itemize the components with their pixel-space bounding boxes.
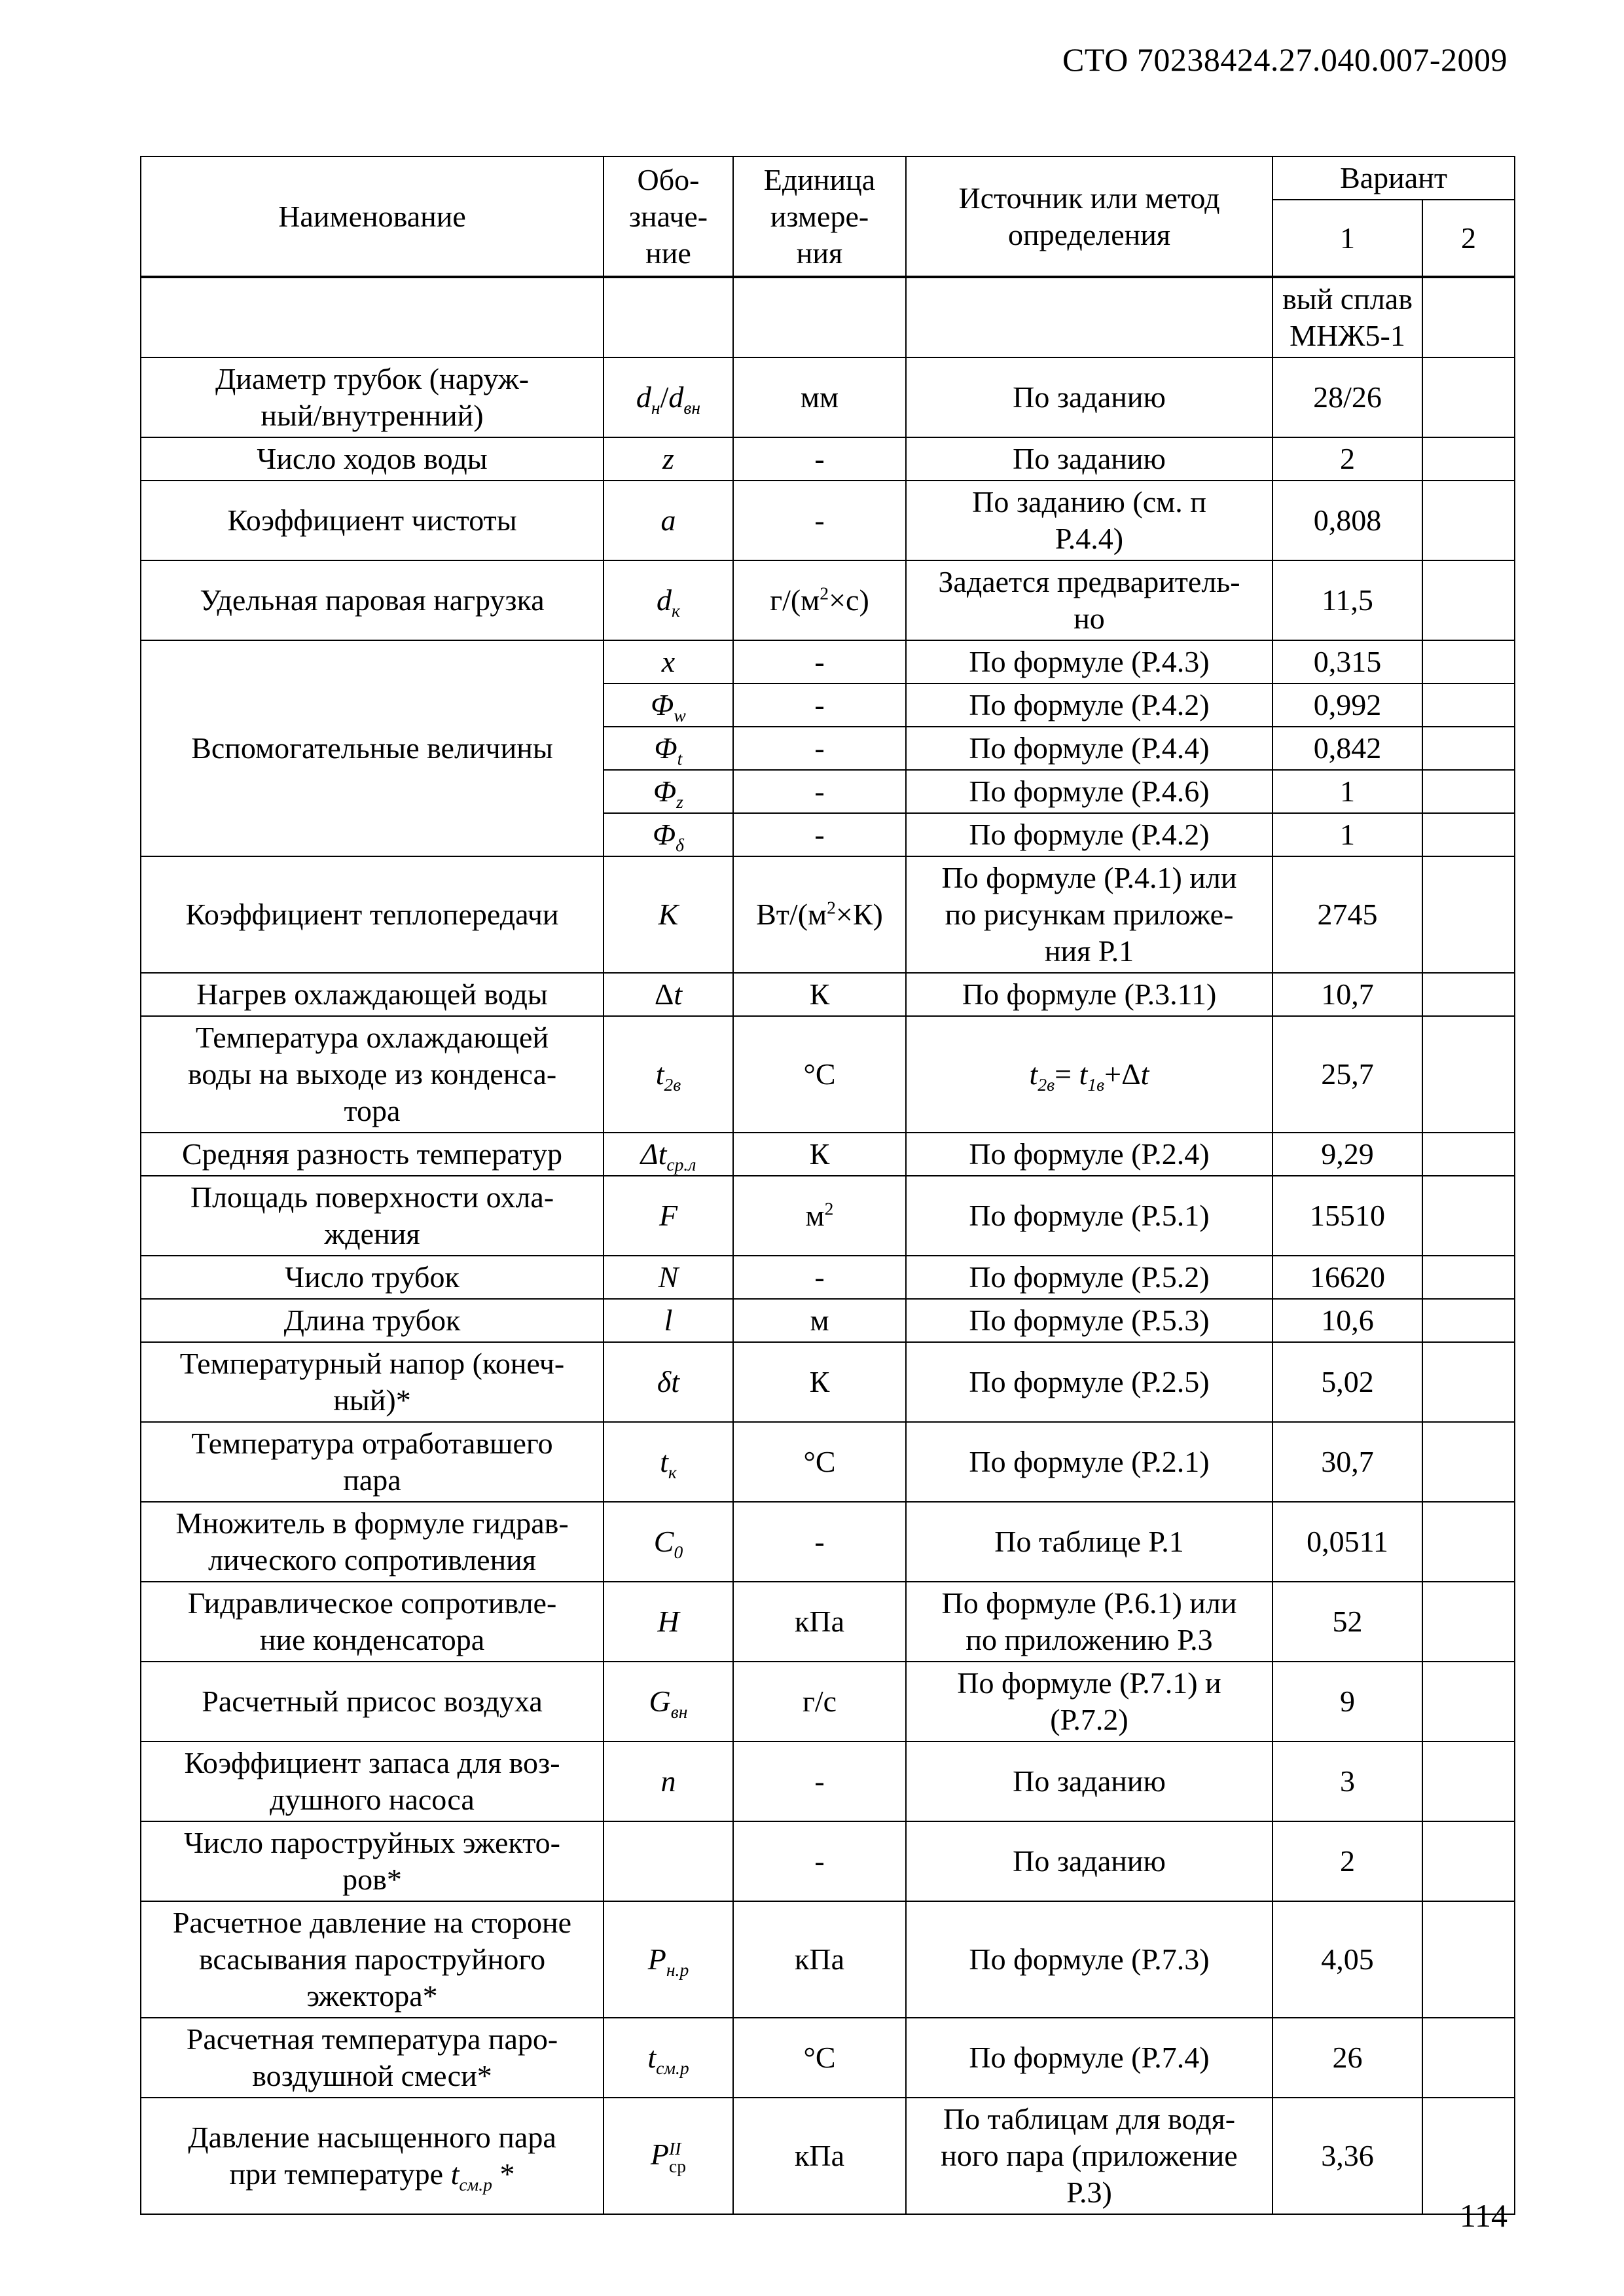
row-source: По формуле (Р.7.1) и (Р.7.2): [906, 1662, 1272, 1741]
row-value-2: [1422, 437, 1515, 481]
row-source: По формуле (Р.4.1) или по рисункам приложе- ния Р.1: [906, 856, 1272, 973]
row-unit: мм: [733, 357, 906, 437]
row-symbol: $\Phi_z$: [604, 770, 733, 813]
row-value-2: [1422, 1176, 1515, 1256]
row-symbol: F: [604, 1176, 733, 1256]
row-name: Температура охлаждающей воды на выходе из конденса- тора: [141, 1016, 604, 1133]
row-source: По формуле (Р.2.4): [906, 1133, 1272, 1176]
table-row: [141, 973, 1515, 1016]
row-value-1: 11,5: [1272, 560, 1422, 640]
row-name: Давление насыщенного пара при температуре $t_{см.р}$ *: [141, 2098, 604, 2214]
row-unit: -: [733, 727, 906, 770]
row-unit: К: [733, 1133, 906, 1176]
row-name: Число ходов воды: [141, 437, 604, 481]
row-value-1: 0,842: [1272, 727, 1422, 770]
table-row: [141, 856, 1515, 973]
row-source: Задается предваритель- но: [906, 560, 1272, 640]
row-source: По формуле (Р.4.4): [906, 727, 1272, 770]
row-name: Температура отработавшего пара: [141, 1422, 604, 1502]
row-value-2: [1422, 1502, 1515, 1582]
row-symbol: H: [604, 1582, 733, 1662]
row-value-1: 1: [1272, 770, 1422, 813]
row-source: По формуле (Р.6.1) или по приложению Р.3: [906, 1582, 1272, 1662]
row-value-2: [1422, 1133, 1515, 1176]
row-unit: -: [733, 1821, 906, 1901]
row-value-2: [1422, 770, 1515, 813]
row-value-1: 3,36: [1272, 2098, 1422, 2214]
row-value-1: 0,808: [1272, 481, 1422, 560]
row-value-1: 2745: [1272, 856, 1422, 973]
row-symbol: $\Delta t_{ср.л}$: [604, 1133, 733, 1176]
row-value-2: [1422, 1342, 1515, 1422]
table-row: [141, 1299, 1515, 1342]
table-row: [141, 1741, 1515, 1821]
row-symbol: δt: [604, 1342, 733, 1422]
row-source: По формуле (Р.4.3): [906, 640, 1272, 683]
row-value-2: [1422, 856, 1515, 973]
row-source: По формуле (Р.4.6): [906, 770, 1272, 813]
row-source: По формуле (Р.5.1): [906, 1176, 1272, 1256]
row-symbol: $G_{вн}$: [604, 1662, 733, 1741]
table-row: [141, 1821, 1515, 1901]
header-variant: Вариант: [1272, 156, 1515, 200]
row-value-1: 16620: [1272, 1256, 1422, 1299]
row-unit: -: [733, 813, 906, 856]
row-unit: К: [733, 1342, 906, 1422]
row-source: По формуле (Р.7.4): [906, 2018, 1272, 2098]
parameters-table: [140, 156, 1515, 2215]
row-value-2: [1422, 813, 1515, 856]
row-unit: -: [733, 437, 906, 481]
row-source: По формуле (Р.4.2): [906, 683, 1272, 727]
row-unit: -: [733, 1741, 906, 1821]
row-unit: К: [733, 973, 906, 1016]
row-unit: $Вт/(м^2\times К)$: [733, 856, 906, 973]
row-symbol: Δt: [604, 973, 733, 1016]
row-value-1: 5,02: [1272, 1342, 1422, 1422]
row-name: Площадь поверхности охла- ждения: [141, 1176, 604, 1256]
row-source: По заданию: [906, 357, 1272, 437]
row-symbol: $t_{см.р}$: [604, 2018, 733, 2098]
table-row: [141, 1342, 1515, 1422]
table-row: [141, 1422, 1515, 1502]
row-name: Длина трубок: [141, 1299, 604, 1342]
row-symbol: $d_н/d_{вн}$: [604, 357, 733, 437]
row-symbol: a: [604, 481, 733, 560]
header-variant-2: 2: [1422, 200, 1515, 277]
row-value-2: [1422, 683, 1515, 727]
row-value-1: 1: [1272, 813, 1422, 856]
row-unit: -: [733, 1502, 906, 1582]
row-value-1: 2: [1272, 1821, 1422, 1901]
row-value-2: [1422, 640, 1515, 683]
row-source: По заданию: [906, 1821, 1272, 1901]
row-symbol: $d_к$: [604, 560, 733, 640]
row-source: По заданию: [906, 1741, 1272, 1821]
row-name: Вспомогательные величины: [141, 640, 604, 856]
row-source: По формуле (Р.3.11): [906, 973, 1272, 1016]
row-symbol: $\Phi_\delta$: [604, 813, 733, 856]
row-source: По формуле (Р.7.3): [906, 1901, 1272, 2018]
table-row: [141, 1133, 1515, 1176]
row-unit: г/с: [733, 1662, 906, 1741]
row-unit: кПа: [733, 1901, 906, 2018]
table-row: [141, 357, 1515, 437]
row-value-2: [1422, 1256, 1515, 1299]
row-source: По формуле (Р.2.1): [906, 1422, 1272, 1502]
row-name: Число пароструйных эжекто- ров*: [141, 1821, 604, 1901]
row-symbol: K: [604, 856, 733, 973]
table-row: [141, 1502, 1515, 1582]
row-value-1: 28/26: [1272, 357, 1422, 437]
table-row: [141, 2098, 1515, 2214]
row-name: Расчетное давление на стороне всасывания пароструйного эжектора*: [141, 1901, 604, 2018]
row-value-2: [1422, 2018, 1515, 2098]
row-symbol: z: [604, 437, 733, 481]
row-name: Диаметр трубок (наруж- ный/внутренний): [141, 357, 604, 437]
row-source: По заданию: [906, 437, 1272, 481]
row-name: Число трубок: [141, 1256, 604, 1299]
header-symbol: Обо- значе- ние: [604, 156, 733, 277]
row-symbol: x: [604, 640, 733, 683]
row-unit: °С: [733, 1422, 906, 1502]
table-row: [141, 1176, 1515, 1256]
row-symbol: $t_{2в}$: [604, 1016, 733, 1133]
row-name: Коэффициент запаса для воз- душного насоса: [141, 1741, 604, 1821]
table-row: [141, 437, 1515, 481]
table-row: [141, 1016, 1515, 1133]
row-symbol: $C_0$: [604, 1502, 733, 1582]
row-source: По таблице Р.1: [906, 1502, 1272, 1582]
row-unit: °С: [733, 1016, 906, 1133]
row-value-1: 0,992: [1272, 683, 1422, 727]
row-symbol: [604, 1821, 733, 1901]
table-row: [141, 1582, 1515, 1662]
document-code: СТО 70238424.27.040.007-2009: [1062, 41, 1507, 78]
row-value-2: [1422, 1016, 1515, 1133]
row-value-2: [1422, 727, 1515, 770]
row-symbol: $t_к$: [604, 1422, 733, 1502]
row-unit: -: [733, 683, 906, 727]
header-source: Источник или метод определения: [906, 156, 1272, 277]
row-name: Нагрев охлаждающей воды: [141, 973, 604, 1016]
row-unit: $м^2$: [733, 1176, 906, 1256]
row-name: Расчетный присос воздуха: [141, 1662, 604, 1741]
row-symbol: l: [604, 1299, 733, 1342]
row-unit: кПа: [733, 2098, 906, 2214]
row-value-1: 9,29: [1272, 1133, 1422, 1176]
table-row: [141, 1256, 1515, 1299]
row-name: Удельная паровая нагрузка: [141, 560, 604, 640]
row-source: По формуле (Р.2.5): [906, 1342, 1272, 1422]
row-symbol: P II ср: [604, 2098, 733, 2214]
row-name: Множитель в формуле гидрав- лического сопротивления: [141, 1502, 604, 1582]
row-value-1: 9: [1272, 1662, 1422, 1741]
row-unit: -: [733, 640, 906, 683]
row-source: По таблицам для водя- ного пара (приложение Р.3): [906, 2098, 1272, 2214]
table-row: [141, 1901, 1515, 2018]
row-value-2: [1422, 1299, 1515, 1342]
row-value-1: 10,7: [1272, 973, 1422, 1016]
row-name: Коэффициент чистоты: [141, 481, 604, 560]
row-value-2: [1422, 973, 1515, 1016]
row-value-1: 0,0511: [1272, 1502, 1422, 1582]
row-value-2: [1422, 1662, 1515, 1741]
row-value-1: 30,7: [1272, 1422, 1422, 1502]
row-value-1: 52: [1272, 1582, 1422, 1662]
row-value-2: [1422, 1901, 1515, 2018]
table-row: [141, 277, 1515, 357]
row-source: По формуле (Р.5.3): [906, 1299, 1272, 1342]
row-value-1: 4,05: [1272, 1901, 1422, 2018]
table-row: [141, 481, 1515, 560]
row-symbol: $\Phi_t$: [604, 727, 733, 770]
row-source: По заданию (см. п Р.4.4): [906, 481, 1272, 560]
row-name: Расчетная температура паро- воздушной смеси*: [141, 2018, 604, 2098]
row-value-2: [1422, 481, 1515, 560]
header-unit: Единица измере- ния: [733, 156, 906, 277]
table-row: [141, 560, 1515, 640]
row-value-2: [1422, 560, 1515, 640]
row-value-1: 25,7: [1272, 1016, 1422, 1133]
row-value-1: 15510: [1272, 1176, 1422, 1256]
row-value-1: 26: [1272, 2018, 1422, 2098]
row-unit: $г/(м^2\times с)$: [733, 560, 906, 640]
row-symbol: $P_{н.р}$: [604, 1901, 733, 2018]
row-source: По формуле (Р.4.2): [906, 813, 1272, 856]
table-row: [141, 640, 1515, 683]
row-name: Гидравлическое сопротивле- ние конденсатора: [141, 1582, 604, 1662]
header-variant-1: 1: [1272, 200, 1422, 277]
row-value-1: 3: [1272, 1741, 1422, 1821]
row-symbol: $\Phi_w$: [604, 683, 733, 727]
row-value-2: [1422, 1821, 1515, 1901]
header-name: Наименование: [141, 156, 604, 277]
row-value-2: [1422, 1741, 1515, 1821]
row-value-2: [1422, 1582, 1515, 1662]
table-row: [141, 2018, 1515, 2098]
row-value-1: 10,6: [1272, 1299, 1422, 1342]
row-unit: -: [733, 1256, 906, 1299]
page-number: 114: [1459, 2197, 1507, 2234]
row-unit: °С: [733, 2018, 906, 2098]
continuation-cell: вый сплав МНЖ5-1: [1272, 277, 1422, 357]
row-value-1: 2: [1272, 437, 1422, 481]
row-unit: -: [733, 481, 906, 560]
row-unit: кПа: [733, 1582, 906, 1662]
row-name: Температурный напор (конеч- ный)*: [141, 1342, 604, 1422]
row-value-2: [1422, 1422, 1515, 1502]
row-symbol: n: [604, 1741, 733, 1821]
row-value-2: [1422, 357, 1515, 437]
table-row: [141, 1662, 1515, 1741]
row-name: Средняя разность температур: [141, 1133, 604, 1176]
row-source: По формуле (Р.5.2): [906, 1256, 1272, 1299]
row-value-1: 0,315: [1272, 640, 1422, 683]
row-symbol: N: [604, 1256, 733, 1299]
row-unit: -: [733, 770, 906, 813]
row-unit: м: [733, 1299, 906, 1342]
row-source: $t_{2в}= t_{1в}+\Delta t$: [906, 1016, 1272, 1133]
row-name: Коэффициент теплопередачи: [141, 856, 604, 973]
